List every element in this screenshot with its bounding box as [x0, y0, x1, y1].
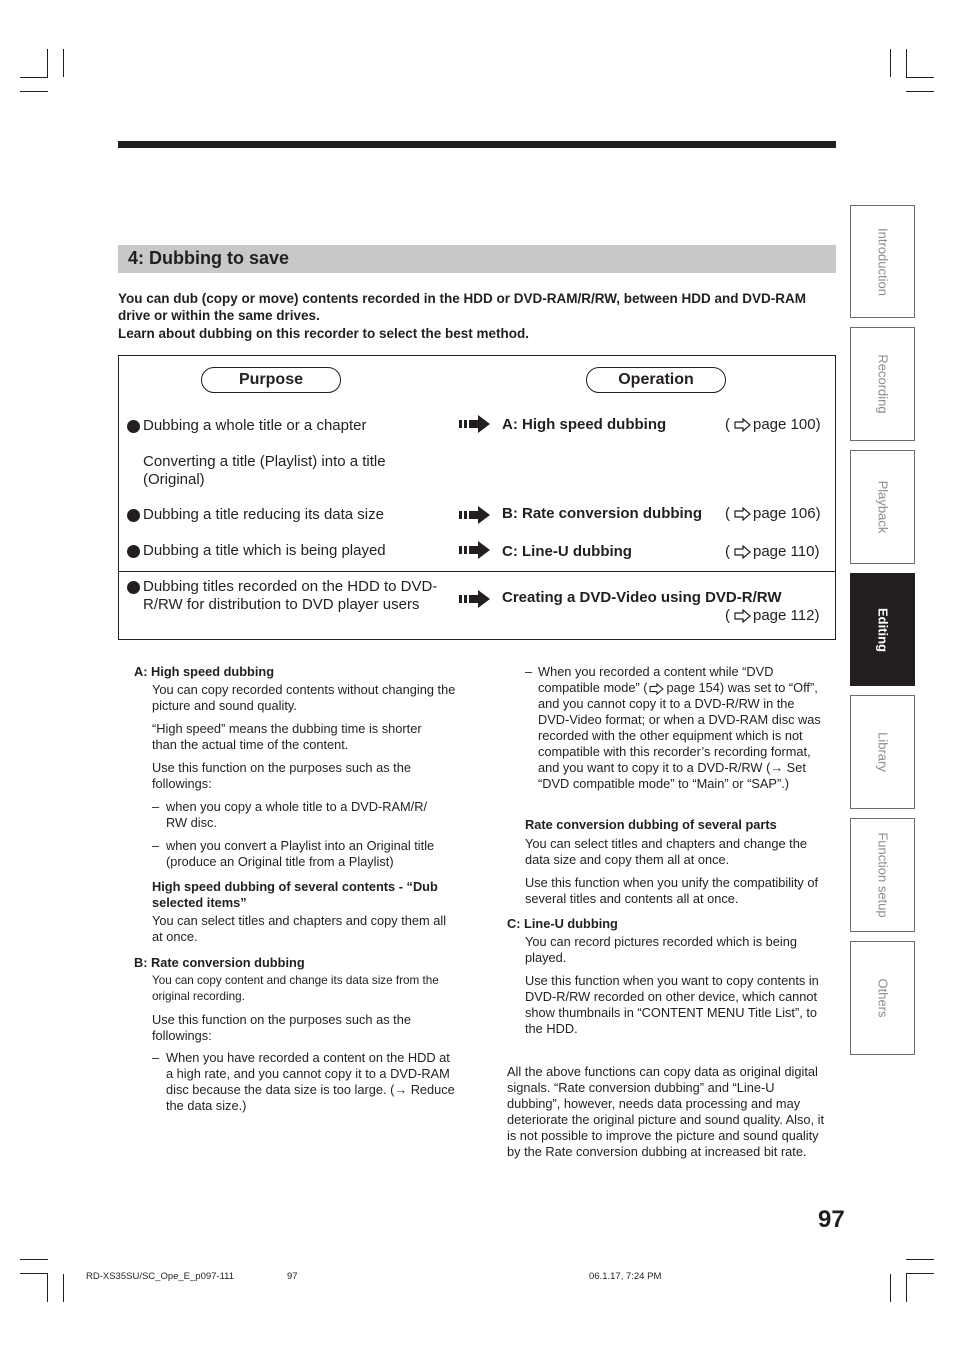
page-number: 97: [818, 1206, 845, 1233]
tab-playback[interactable]: [850, 450, 915, 564]
page-ref-text: page 100: [753, 416, 816, 433]
purpose-item: Dubbing a title which is being played: [143, 542, 386, 559]
crop-mark: [47, 49, 48, 77]
bullet-icon: [127, 545, 140, 558]
tab-label: Library: [875, 732, 890, 772]
tab-editing[interactable]: [850, 573, 915, 686]
double-arrow-icon: [459, 541, 491, 559]
tab-library[interactable]: [850, 695, 915, 809]
crop-mark: [890, 1274, 891, 1302]
tab-others[interactable]: [850, 941, 915, 1055]
paragraph: Use this function when you want to copy contents in DVD-R/RW recorded on other device, which cannot show thumbnails in “CONTENT MENU Title List”, to the HDD.: [525, 973, 819, 1036]
section-title: 4: Dubbing to save: [128, 248, 290, 268]
purpose-item: Dubbing a whole title or a chapter: [143, 417, 367, 434]
operation-link[interactable]: Creating a DVD-Video using DVD-R/RW: [502, 589, 782, 606]
tab-label: Playback: [875, 480, 890, 534]
tab-label: Function setup: [875, 832, 890, 918]
paragraph: You can copy content and change its data size from the original recording.: [152, 974, 439, 1003]
crop-mark: [906, 1259, 934, 1260]
operation-link[interactable]: A: High speed dubbing: [502, 416, 667, 433]
bullet-icon: [127, 581, 140, 594]
table-divider: [118, 571, 836, 572]
page-ref-icon: [734, 418, 751, 432]
double-arrow-icon: [459, 506, 491, 524]
dash-item-text-b: page 154) was set to “Off”, and you cannot copy it to a DVD-R/RW in the DVD-Video format; or when a DVD-RAM disc was recorded with the other equipment which is not compatible with this recorder’s recording format, and you want to copy it to a DVD-R/RW (→ Set “DVD compatible mode” to “Main” or “SAP”.): [538, 680, 821, 791]
page-reference[interactable]: ( page 110): [725, 543, 820, 560]
section-header: [118, 245, 836, 273]
tab-function-setup[interactable]: [850, 818, 915, 932]
note-paragraph: All the above functions can copy data as original digital signals. “Rate conversion dubbing” and “Line-U dubbing”, however, needs data processing and may deteriorate the original picture and sound quality. Also, it is not possible to improve the picture and sound quality by the Rate conversion dubbing at increased bit rate.: [507, 1064, 825, 1159]
crop-mark: [906, 1273, 934, 1274]
top-rule: [118, 141, 836, 148]
crop-mark: [20, 1259, 48, 1260]
heading-a: A: High speed dubbing: [134, 664, 275, 679]
page-reference[interactable]: ( page 106): [725, 505, 821, 522]
page-ref-icon: [734, 609, 751, 623]
dash-item-text-a: When you recorded a content while “DVD compatible mode” (: [538, 664, 774, 695]
crop-mark: [906, 49, 907, 77]
crop-mark: [47, 1274, 48, 1302]
crop-mark: [20, 77, 48, 78]
crop-mark: [906, 91, 934, 92]
tab-label: Recording: [875, 354, 890, 414]
paragraph: Use this function on the purposes such as the followings:: [152, 1012, 411, 1043]
intro-text-1: You can dub (copy or move) contents recorded in the HDD or DVD-RAM/R/RW, between HDD and DVD-RAM drive or within the same drives.: [118, 291, 807, 323]
footer-date: 06.1.17, 7:24 PM: [589, 1271, 662, 1282]
paragraph: You can record pictures recorded which is being played.: [525, 934, 797, 965]
operation-header: Operation: [586, 367, 726, 393]
dash-item: when you convert a Playlist into an Original title (produce an Original title from a Playlist): [166, 838, 435, 869]
page-ref-text: page 112: [753, 607, 815, 624]
crop-mark: [906, 1274, 907, 1302]
dash-mark: –: [152, 799, 160, 814]
paragraph: You can copy recorded contents without changing the picture and sound quality.: [152, 682, 456, 713]
footer-page: 97: [287, 1271, 298, 1282]
tab-recording[interactable]: [850, 327, 915, 441]
heading-high-speed-several: High speed dubbing of several contents - “Dub selected items”: [152, 879, 438, 910]
page-ref-text: page 110: [753, 543, 815, 560]
paragraph: Use this function on the purposes such as the followings:: [152, 760, 411, 791]
intro-text-2: Learn about dubbing on this recorder to select the best method.: [118, 326, 530, 341]
page-ref-icon: [734, 545, 751, 559]
page-reference[interactable]: ( page 100): [725, 416, 821, 433]
crop-mark: [906, 77, 934, 78]
purpose-item: Dubbing a title reducing its data size: [143, 506, 384, 523]
heading-b: B: Rate conversion dubbing: [134, 955, 305, 970]
bullet-icon: [127, 420, 140, 433]
dash-item: [538, 664, 828, 792]
bullet-icon: [127, 509, 140, 522]
dash-item: When you have recorded a content on the HDD at a high rate, and you cannot copy it to a DVD-RAM disc because the data size is too large. (→ Reduce the data size.): [166, 1050, 455, 1113]
crop-mark: [20, 91, 48, 92]
dash-mark: –: [152, 838, 160, 853]
paragraph: You can select titles and chapters and copy them all at once.: [152, 913, 447, 944]
tab-label: Editing: [875, 607, 890, 652]
double-arrow-icon: [459, 590, 491, 608]
operation-link[interactable]: B: Rate conversion dubbing: [502, 505, 703, 522]
dash-mark: –: [152, 1050, 160, 1065]
page-ref-icon: [734, 507, 751, 521]
heading-rate-conversion-several: Rate conversion dubbing of several parts: [525, 817, 777, 832]
page-ref-text: page 106: [753, 505, 816, 522]
tab-label: Introduction: [875, 227, 890, 296]
purpose-header: Purpose: [201, 367, 341, 393]
crop-mark: [20, 1273, 48, 1274]
paragraph: You can select titles and chapters and change the data size and copy them all at once.: [525, 836, 807, 867]
heading-c: C: Line-U dubbing: [507, 916, 618, 931]
crop-mark: [63, 49, 64, 77]
page-ref-icon: [649, 683, 664, 695]
purpose-item: Converting a title (Playlist) into a title (Original): [143, 453, 386, 488]
tab-label: Others: [875, 978, 890, 1018]
purpose-item: Dubbing titles recorded on the HDD to DVD-R/RW for distribution to DVD player users: [143, 578, 438, 613]
paragraph: Use this function when you unify the compatibility of several titles and contents all at once.: [525, 875, 819, 906]
crop-mark: [63, 1274, 64, 1302]
paragraph: “High speed” means the dubbing time is shorter than the actual time of the content.: [152, 721, 422, 752]
page-reference[interactable]: ( page 112): [725, 607, 820, 624]
operation-link[interactable]: C: Line-U dubbing: [502, 543, 632, 560]
double-arrow-icon: [459, 415, 491, 433]
dash-item: when you copy a whole title to a DVD-RAM/R/ RW disc.: [166, 799, 428, 830]
dash-mark: –: [525, 664, 533, 679]
crop-mark: [890, 49, 891, 77]
footer-file: RD-XS35SU/SC_Ope_E_p097-111: [86, 1271, 235, 1282]
tab-introduction[interactable]: [850, 205, 915, 318]
